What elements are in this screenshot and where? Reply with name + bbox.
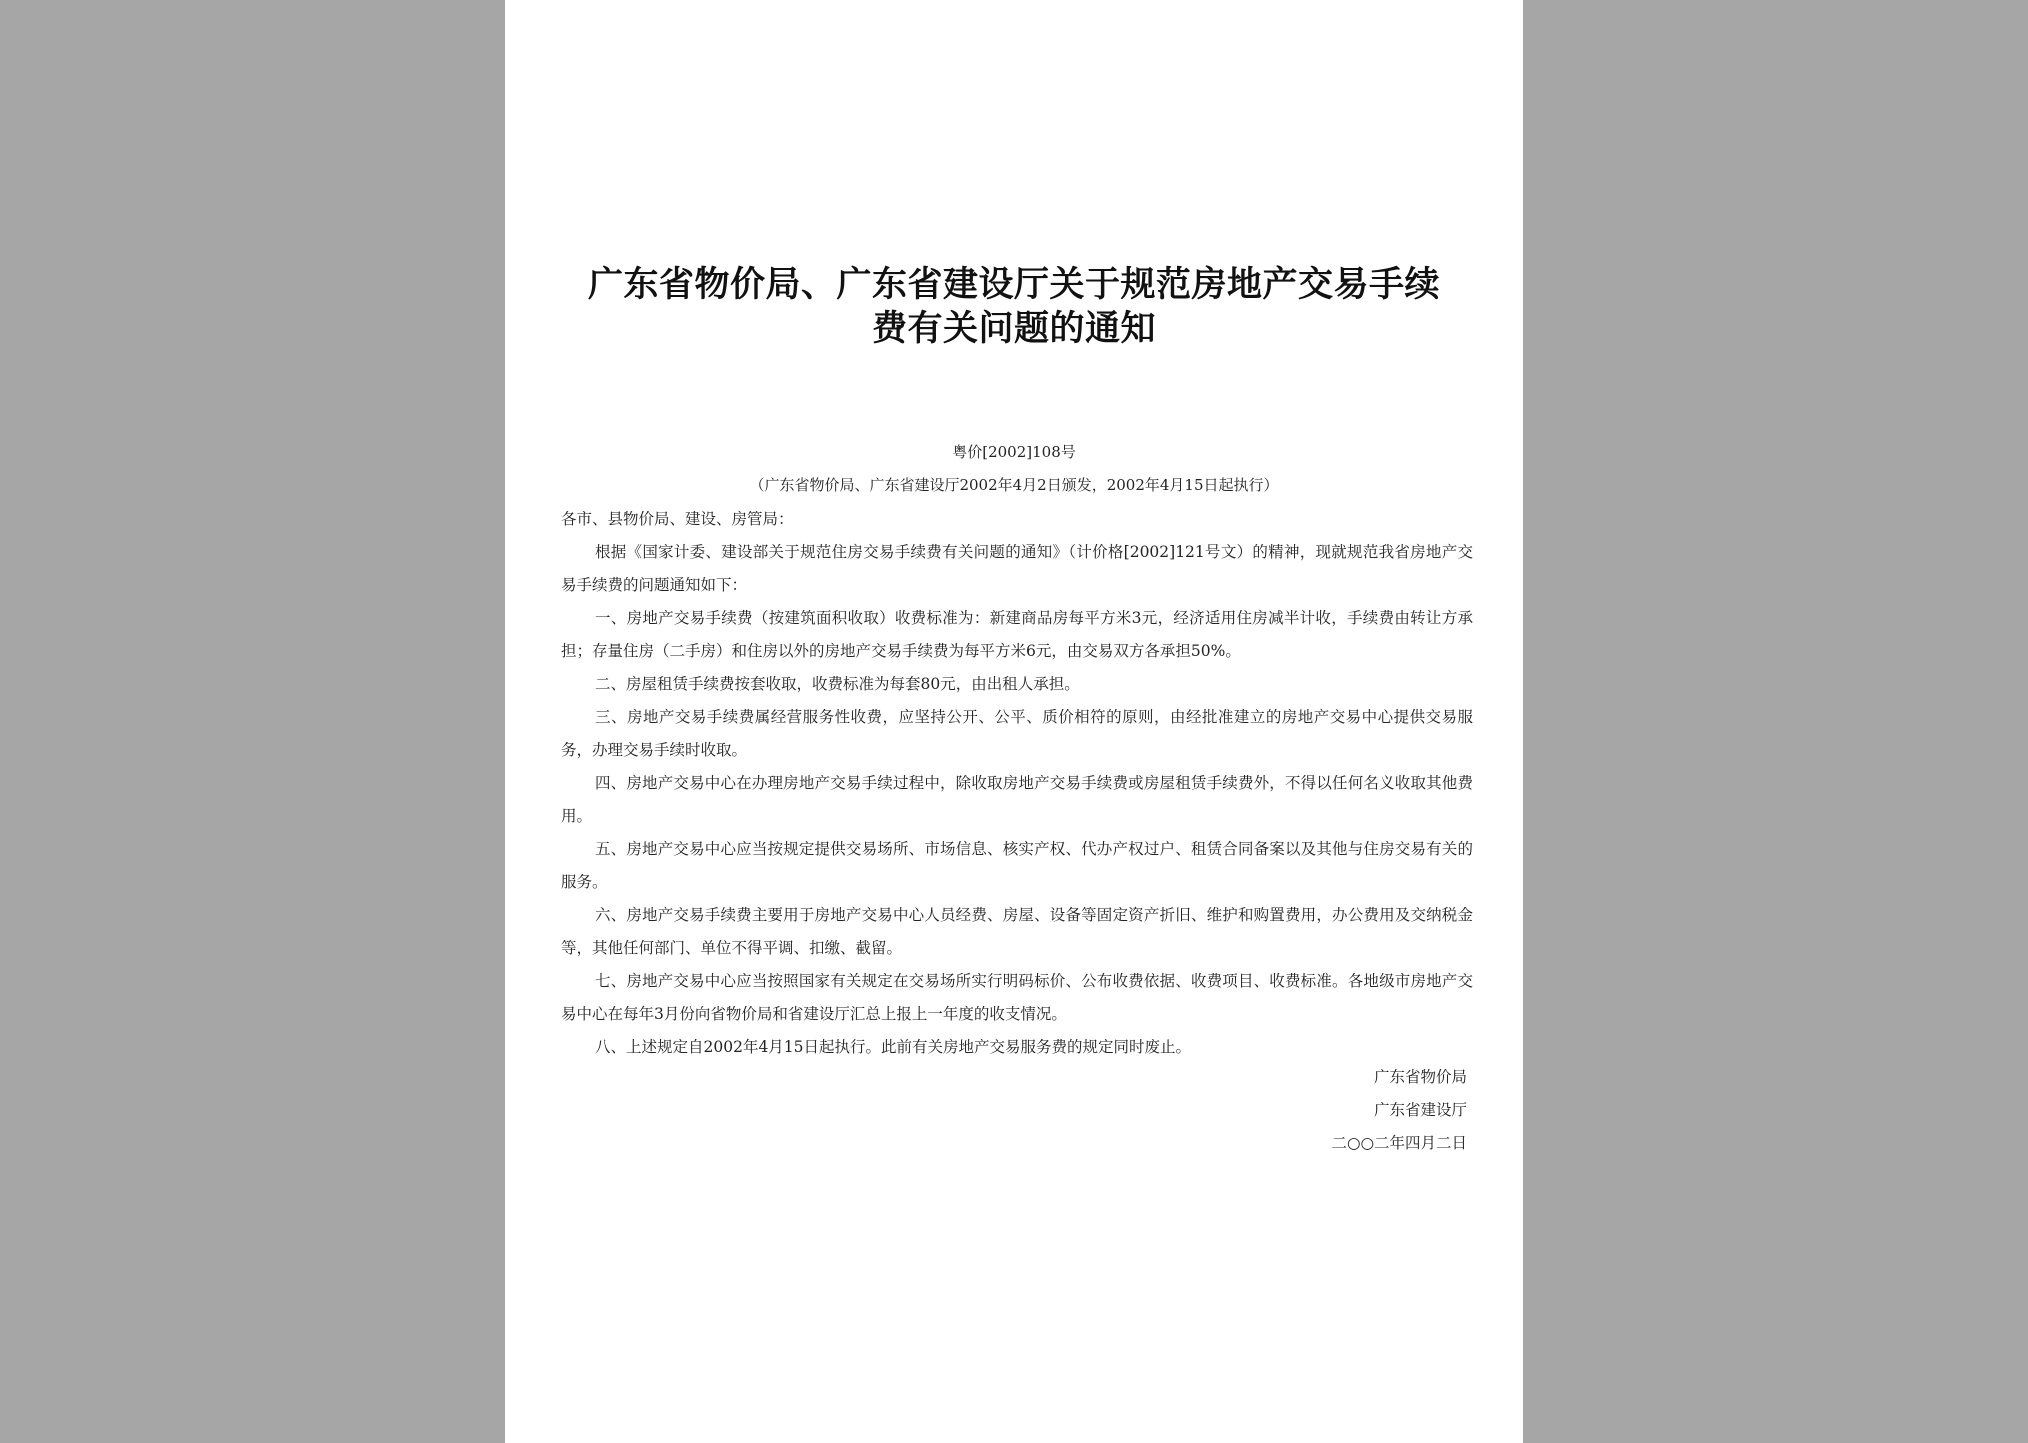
title-line-2: 费有关问题的通知 xyxy=(871,309,1156,349)
paragraph-2: 二、房屋租赁手续费按套收取，收费标准为每套80元，由出租人承担。 xyxy=(595,675,1080,693)
issued-info: （广东省物价局、广东省建设厅2002年4月2日颁发，2002年4月15日起执行） xyxy=(749,476,1279,494)
salutation: 各市、县物价局、建设、房管局： xyxy=(561,510,794,528)
paragraph-intro: 根据《国家计委、建设部关于规范住房交易手续费有关问题的通知》（计价格[2002]121号文）的精神，现就规范我省房地产交易手续费的问题通知如下： xyxy=(561,543,1473,594)
document-body xyxy=(561,503,1473,1064)
paragraph-5: 五、房地产交易中心应当按规定提供交易场所、市场信息、核实产权、代办产权过户、租赁合同备案以及其他与住房交易有关的服务。 xyxy=(561,840,1473,891)
document-number: 粤价[2002]108号 xyxy=(952,443,1076,461)
paragraph-3: 三、房地产交易手续费属经营服务性收费，应坚持公开、公平、质价相符的原则，由经批准建立的房地产交易中心提供交易服务，办理交易手续时收取。 xyxy=(561,708,1473,759)
paragraph-1: 一、房地产交易手续费（按建筑面积收取）收费标准为：新建商品房每平方米3元，经济适用住房减半计收，手续费由转让方承担；存量住房（二手房）和住房以外的房地产交易手续费为每平方米6元，由交易双方各承担50%。 xyxy=(561,609,1473,660)
document-page xyxy=(505,0,1523,1443)
signatory-construction-dept: 广东省建设厅 xyxy=(1373,1101,1467,1119)
paragraph-7: 七、房地产交易中心应当按照国家有关规定在交易场所实行明码标价、公布收费依据、收费项目、收费标准。各地级市房地产交 易中心在每年3月份向省物价局和省建设厅汇总上报上一年度的收支情况。 xyxy=(561,972,1473,1023)
paragraph-4: 四、房地产交易中心在办理房地产交易手续过程中，除收取房地产交易手续费或房屋租赁手续费外，不得以任何名义收取其他费用。 xyxy=(561,774,1473,825)
paragraph-8: 八、上述规定自2002年4月15日起执行。此前有关房地产交易服务费的规定同时废止。 xyxy=(595,1038,1192,1056)
title-line-1: 广东省物价局、广东省建设厅关于规范房地产交易手续 xyxy=(587,265,1440,305)
paragraph-6: 六、房地产交易手续费主要用于房地产交易中心人员经费、房屋、设备等固定资产折旧、维护和购置费用，办公费用及交纳税金等，其他任何部门、单位不得平调、扣缴、截留。 xyxy=(561,906,1473,957)
signatory-price-bureau: 广东省物价局 xyxy=(1373,1068,1467,1086)
sign-date: 二○○二年四月二日 xyxy=(1331,1134,1467,1152)
document-title xyxy=(567,263,1461,351)
